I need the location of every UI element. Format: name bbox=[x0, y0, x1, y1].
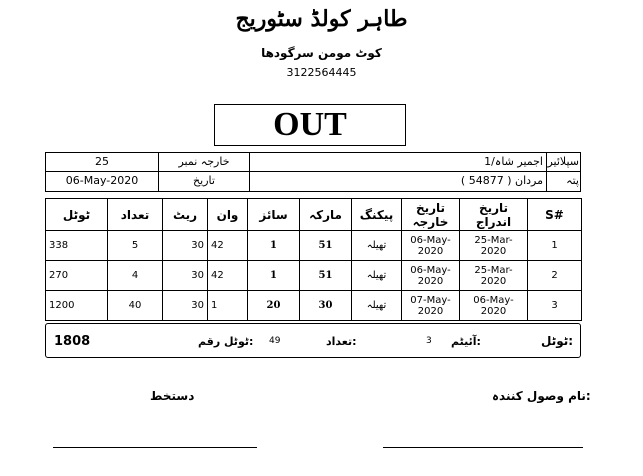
cell-marka: 51 bbox=[300, 231, 352, 261]
signature-line bbox=[53, 447, 257, 448]
header-marka: مارکہ bbox=[300, 199, 352, 231]
cell-size: 1 bbox=[248, 261, 300, 291]
header-exit-date: تاریخ خارجہ bbox=[402, 199, 460, 231]
total-qty-value: 49 bbox=[269, 336, 281, 346]
cell-total: 270 bbox=[46, 261, 108, 291]
cell-qty: 4 bbox=[108, 261, 163, 291]
cell-entry-date: 25-Mar-2020 bbox=[460, 231, 528, 261]
receiver-name-label: نام وصول کنندہ: bbox=[492, 389, 591, 403]
header-sn: S# bbox=[528, 199, 582, 231]
cell-packing: تھیلہ bbox=[352, 291, 402, 321]
cell-van: 1 bbox=[208, 291, 248, 321]
info-row-supplier bbox=[45, 152, 581, 172]
header-total: ٹوٹل bbox=[46, 199, 108, 231]
cell-van: 42 bbox=[208, 231, 248, 261]
totals-box bbox=[45, 323, 581, 358]
address-label: پتہ bbox=[566, 174, 579, 187]
cell-entry-date: 06-May-2020 bbox=[460, 291, 528, 321]
cell-qty: 5 bbox=[108, 231, 163, 261]
date-value: 06-May-2020 bbox=[65, 174, 139, 187]
total-qty-label: تعداد: bbox=[326, 335, 357, 348]
cell-marka: 30 bbox=[300, 291, 352, 321]
total-amount-value: 1808 bbox=[54, 334, 91, 349]
cell-total: 338 bbox=[46, 231, 108, 261]
supplier-value: اجمیر شاہ/1 bbox=[484, 155, 543, 168]
company-title: طاہر کولڈ سٹوریج bbox=[235, 6, 408, 32]
totals-label: ٹوٹل: bbox=[541, 334, 574, 348]
cell-qty: 40 bbox=[108, 291, 163, 321]
total-items-label: آئیٹم: bbox=[451, 335, 481, 348]
cell-exit-date: 07-May-2020 bbox=[402, 291, 460, 321]
cell-rate: 30 bbox=[163, 291, 208, 321]
cell-total: 1200 bbox=[46, 291, 108, 321]
total-amount-label: ٹوٹل رقم: bbox=[198, 335, 254, 348]
items-table bbox=[45, 198, 582, 321]
signature-label: دستخط bbox=[150, 389, 195, 403]
cell-sn: 1 bbox=[528, 231, 582, 261]
cell-size: 20 bbox=[248, 291, 300, 321]
cell-sn: 3 bbox=[528, 291, 582, 321]
table-row bbox=[46, 261, 582, 291]
header-size: سائز bbox=[248, 199, 300, 231]
total-items-value: 3 bbox=[426, 336, 432, 346]
header-rate: ریٹ bbox=[163, 199, 208, 231]
receiver-line bbox=[383, 447, 583, 448]
cell-entry-date: 25-Mar-2020 bbox=[460, 261, 528, 291]
table-row bbox=[46, 291, 582, 321]
cell-sn: 2 bbox=[528, 261, 582, 291]
cell-exit-date: 06-May-2020 bbox=[402, 261, 460, 291]
doc-type-box: OUT bbox=[214, 104, 406, 146]
address-value: مردان ( 54877 ) bbox=[460, 174, 543, 187]
info-row-address bbox=[45, 172, 581, 192]
header-van: وان bbox=[208, 199, 248, 231]
date-label: تاریخ bbox=[193, 174, 215, 187]
supplier-label: سپلائیر bbox=[547, 155, 579, 168]
cell-packing: تھیلہ bbox=[352, 261, 402, 291]
company-phone: 3122564445 bbox=[286, 66, 357, 79]
company-address: کوٹ مومن سرگودھا bbox=[261, 46, 382, 60]
cell-rate: 30 bbox=[163, 231, 208, 261]
header-packing: پیکنگ bbox=[352, 199, 402, 231]
kharja-no-label: خارجہ نمبر bbox=[178, 155, 230, 168]
header-entry-date: تاریخ اندراج bbox=[460, 199, 528, 231]
table-row bbox=[46, 231, 582, 261]
cell-marka: 51 bbox=[300, 261, 352, 291]
cell-exit-date: 06-May-2020 bbox=[402, 231, 460, 261]
kharja-no-value: 25 bbox=[95, 155, 109, 168]
cell-packing: تھیلہ bbox=[352, 231, 402, 261]
table-header-row bbox=[46, 199, 582, 231]
cell-size: 1 bbox=[248, 231, 300, 261]
cell-van: 42 bbox=[208, 261, 248, 291]
cell-rate: 30 bbox=[163, 261, 208, 291]
header-qty: تعداد bbox=[108, 199, 163, 231]
